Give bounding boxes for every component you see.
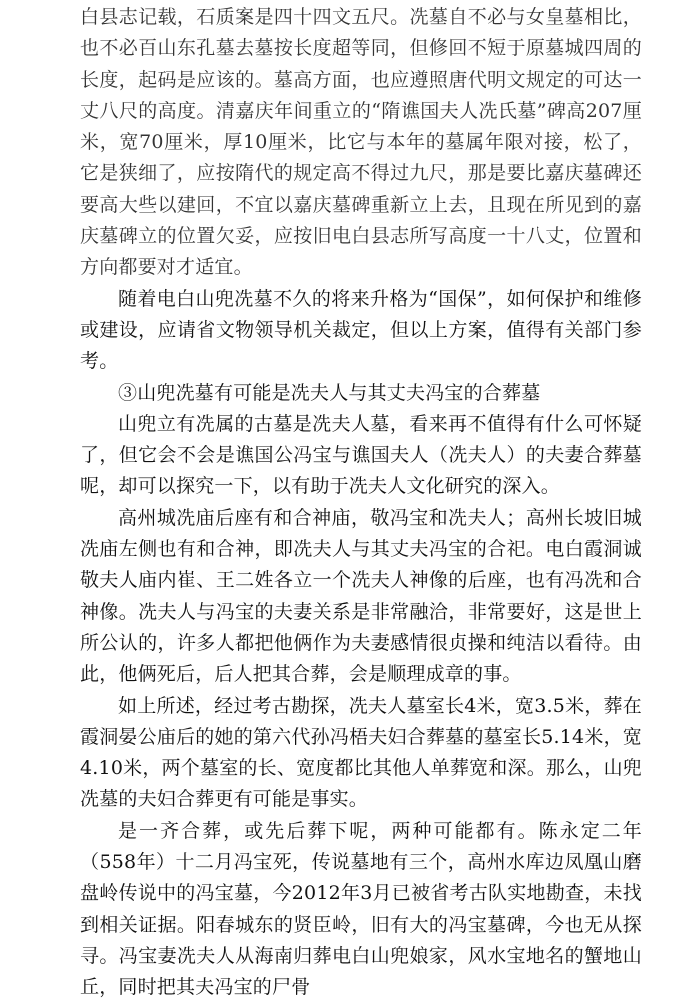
paragraph-national-protection: 随着电白山兜冼墓不久的将来升格为“国保”，如何保护和维修或建设，应请省文物领导机关裁定，但以上方案，值得有关部门参考。 bbox=[80, 287, 642, 373]
paragraph-temple-evidence: 高州城冼庙后座有和合神庙，敬冯宝和冼夫人；高州长坡旧城冼庙左侧也有和合神，即冼夫人与其丈夫冯宝的合祀。电白霞洞诚敬夫人庙内崔、王二姓各立一个冼夫人神像的后座，也有冯冼和合神像。冼夫人与冯宝的夫妻关系是非常融洽，非常要好，这是世上所公认的，许多人都把他俩作为夫妻感情很贞操和纯洁以看待。由此，他俩死后，后人把其合葬，会是顺理成章的事。 bbox=[80, 506, 642, 686]
paragraph-tomb-dimensions: 白县志记载，石质案是四十四文五尺。冼墓自不必与女皇墓相比，也不必百山东孔墓去墓按长度超等同，但修回不短于原墓城四周的长度，起码是应该的。墓高方面，也应遵照唐代明文规定的可达一丈八尺的高度。清嘉庆年间重立的“隋谯国夫人冼氏墓”碑高207厘米，宽70厘米，厚10厘米，比它与本年的墓属年限对接，松了，它是狭细了，应按隋代的规定高不得过九尺，那是要比嘉庆墓碑还要高大些以建回，不宜以嘉庆墓碑重新立上去，且现在所见到的嘉庆墓碑立的位置欠妥，应按旧电白县志所写高度一十八丈，位置和方向都要对才适宜。 bbox=[80, 6, 642, 279]
paragraph-joint-burial-question: 山兜立有冼属的古墓是冼夫人墓，看来再不值得有什么可怀疑了，但它会不会是谯国公冯宝与谯国夫人（冼夫人）的夫妻合葬墓呢，却可以探究一下，以有助于冼夫人文化研究的深入。 bbox=[80, 412, 642, 498]
section-heading-joint-burial: ③山兜冼墓有可能是冼夫人与其丈夫冯宝的合葬墓 bbox=[118, 381, 541, 404]
paragraph-archaeology-measurements: 如上所述，经过考古勘探，冼夫人墓室长4米，宽3.5米，葬在霞洞晏公庙后的她的第六代孙冯梧夫妇合葬墓的墓室长5.14米，宽4.10米，两个墓室的长、宽度都比其他人单葬宽和深。那么，山兜冼墓的夫妇合葬更有可能是事实。 bbox=[80, 694, 642, 811]
paragraph-burial-timing: 是一齐合葬，或先后葬下呢，两种可能都有。陈永定二年（558年）十二月冯宝死，传说墓地有三个，高州水库边凤凰山磨盘岭传说中的冯宝墓，今2012年3月已被省考古队实地勘查，未找到相关证据。阳春城东的贤臣岭，旧有大的冯宝墓碑，今也无从探寻。冯宝妻冼夫人从海南归葬电白山兜娘家，风水宝地名的蟹地山丘，同时把其夫冯宝的尸骨 bbox=[80, 819, 642, 999]
